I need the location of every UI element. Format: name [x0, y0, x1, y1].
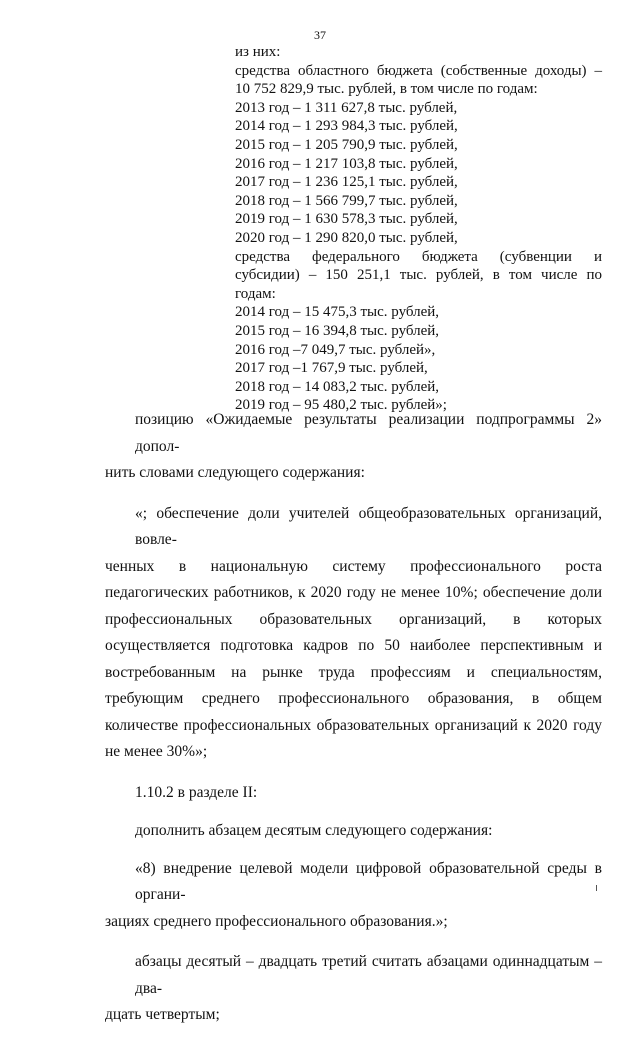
regional-year-2013: 2013 год – 1 311 627,8 тыс. рублей, [235, 99, 458, 116]
regional-year-2018: 2018 год – 1 566 799,7 тыс. рублей, [235, 192, 458, 209]
paragraph-expected-results-line1: позицию «Ожидаемые результаты реализации подпрограммы 2» допол- [135, 411, 602, 455]
paragraph-renumber-rest: дцать четвертым; [105, 1006, 220, 1023]
federal-year-2017: 2017 год –1 767,9 тыс. рублей, [235, 360, 428, 377]
paragraph-expected-results [105, 407, 602, 487]
paragraph-renumber-line1: абзацы десятый – двадцать третий считать абзацами одиннадцатым – два- [135, 953, 602, 997]
paragraph-renumber [105, 949, 602, 1029]
regional-year-2014: 2014 год – 1 293 984,3 тыс. рублей, [235, 118, 458, 135]
paragraph-digital-model [105, 856, 602, 936]
paragraph-teachers-share-rest: ченных в национальную систему профессионального роста педагогических работников, к 2020 году не менее 10%; обеспечение доли профессиональных образовательных организаций, в которых осуществляется подготовка кадров по 50 наиболее перспективным и востребованным на рынке труда профессиям и специальностям, требующим среднего профессионального образования, в общем количестве профессиональных образовательных организаций к 2020 году не менее 30%»; [105, 557, 602, 760]
federal-budget-line: средства федерального бюджета (субвенции и [235, 248, 602, 265]
margin-mark [596, 885, 597, 891]
regional-year-2015: 2015 год – 1 205 790,9 тыс. рублей, [235, 136, 458, 153]
paragraph-expected-results-rest: нить словами следующего содержания: [105, 464, 365, 481]
federal-year-2014: 2014 год – 15 475,3 тыс. рублей, [235, 304, 440, 321]
federal-budget-years-label: годам: [235, 285, 276, 302]
paragraph-teachers-share [105, 501, 602, 766]
regional-budget-line: средства областного бюджета (собственные доходы) – [235, 62, 602, 79]
budget-intro: из них: [235, 44, 281, 60]
document-body [105, 407, 602, 1043]
regional-year-2017: 2017 год – 1 236 125,1 тыс. рублей, [235, 174, 458, 191]
page-number: 37 [314, 28, 326, 42]
paragraph-add-tenth: дополнить абзацем десятым следующего содержания: [135, 821, 493, 839]
paragraph-digital-model-line1: «8) внедрение целевой модели цифровой образовательной среды в органи- [135, 859, 602, 903]
federal-year-2019: 2019 год – 95 480,2 тыс. рублей»; [235, 397, 447, 414]
federal-year-2016: 2016 год –7 049,7 тыс. рублей», [235, 341, 436, 358]
regional-year-2016: 2016 год – 1 217 103,8 тыс. рублей, [235, 155, 458, 172]
paragraph-section-ii: 1.10.2 в разделе II: [135, 783, 258, 801]
paragraph-teachers-share-line1: «; обеспечение доли учителей общеобразовательных организаций, вовле- [135, 504, 602, 548]
paragraph-digital-model-rest: зациях среднего профессионального образования.»; [105, 912, 448, 930]
regional-budget-total: 10 752 829,9 тыс. рублей, в том числе по годам: [235, 81, 538, 98]
federal-year-2018: 2018 год – 14 083,2 тыс. рублей, [235, 378, 440, 395]
regional-year-2020: 2020 год – 1 290 820,0 тыс. рублей, [235, 229, 458, 246]
federal-year-2015: 2015 год – 16 394,8 тыс. рублей, [235, 322, 440, 339]
budget-block [235, 43, 602, 415]
federal-budget-total: субсидии) – 150 251,1 тыс. рублей, в том числе по [235, 267, 602, 284]
regional-year-2019: 2019 год – 1 630 578,3 тыс. рублей, [235, 211, 458, 228]
